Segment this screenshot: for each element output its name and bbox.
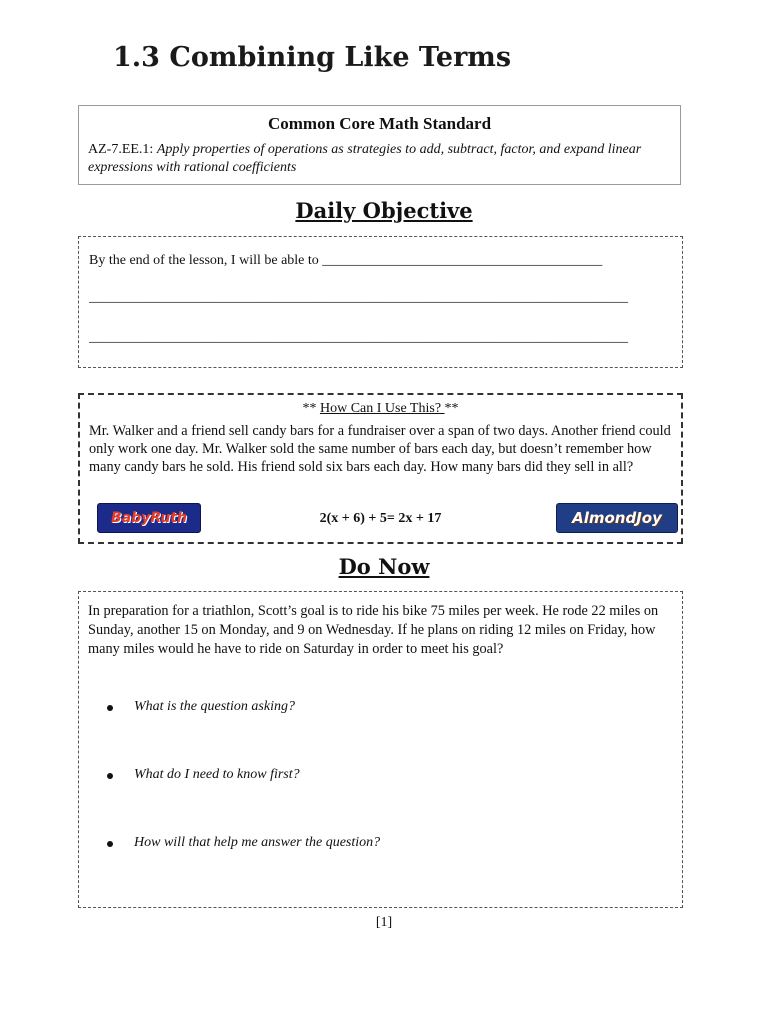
daily-objective-box bbox=[78, 236, 683, 368]
use-this-problem-text: Mr. Walker and a friend sell candy bars for a fundraiser over a span of two days. Another friend could only work one day. Mr. Walker sold the same number of bars each day, but doesn’t remember how many candy bars he sold. His friend sold six bars each day. How many bars did they sell in all? bbox=[89, 423, 671, 475]
standard-heading: Common Core Math Standard bbox=[267, 114, 492, 133]
bullet-icon bbox=[107, 705, 113, 711]
standard-text bbox=[88, 141, 670, 177]
bullet-icon bbox=[107, 841, 113, 847]
page-number: [1] bbox=[375, 915, 393, 930]
almond-joy-logo: AlmondJoy bbox=[572, 509, 662, 527]
do-now-problem-text: In preparation for a triathlon, Scott’s goal is to ride his bike 75 miles per week. He rode 22 miles on Sunday, another 15 on Monday, and 9 on Wednesday. If he plans on riding 12 miles on Friday, how many miles would he have to ride on Saturday in order to meet his goal? bbox=[88, 603, 659, 657]
almond-joy-candy-bar-image bbox=[556, 503, 678, 533]
objective-line-2: _____________________________________________________________________________ bbox=[89, 290, 628, 305]
do-now-box bbox=[78, 591, 683, 908]
page-title: 1.3 Combining Like Terms bbox=[113, 42, 512, 73]
objective-line-3: _____________________________________________________________________________ bbox=[89, 330, 628, 345]
how-can-i-use-this-box bbox=[78, 393, 683, 544]
standard-box bbox=[78, 105, 681, 185]
objective-line-1: By the end of the lesson, I will be able to ________________________________________ bbox=[89, 253, 603, 268]
baby-ruth-logo: BabyRuth bbox=[111, 510, 187, 526]
do-now-heading: Do Now bbox=[338, 554, 430, 579]
use-this-heading bbox=[80, 401, 681, 417]
question-text: How will that help me answer the question? bbox=[134, 835, 381, 850]
question-text: What is the question asking? bbox=[134, 699, 295, 714]
daily-objective-heading: Daily Objective bbox=[295, 198, 473, 223]
bullet-icon bbox=[107, 773, 113, 779]
equation: 2(x + 6) + 5= 2x + 17 bbox=[319, 511, 442, 526]
question-text: What do I need to know first? bbox=[134, 767, 300, 782]
use-this-suffix: ** bbox=[444, 401, 459, 416]
use-this-prefix: ** bbox=[302, 401, 320, 416]
use-this-heading-text: How Can I Use This? bbox=[319, 401, 445, 416]
standard-code: AZ-7.EE.1: bbox=[88, 142, 154, 157]
standard-description: Apply properties of operations as strategies to add, subtract, factor, and expand linear expressions with rational coefficients bbox=[88, 142, 642, 175]
